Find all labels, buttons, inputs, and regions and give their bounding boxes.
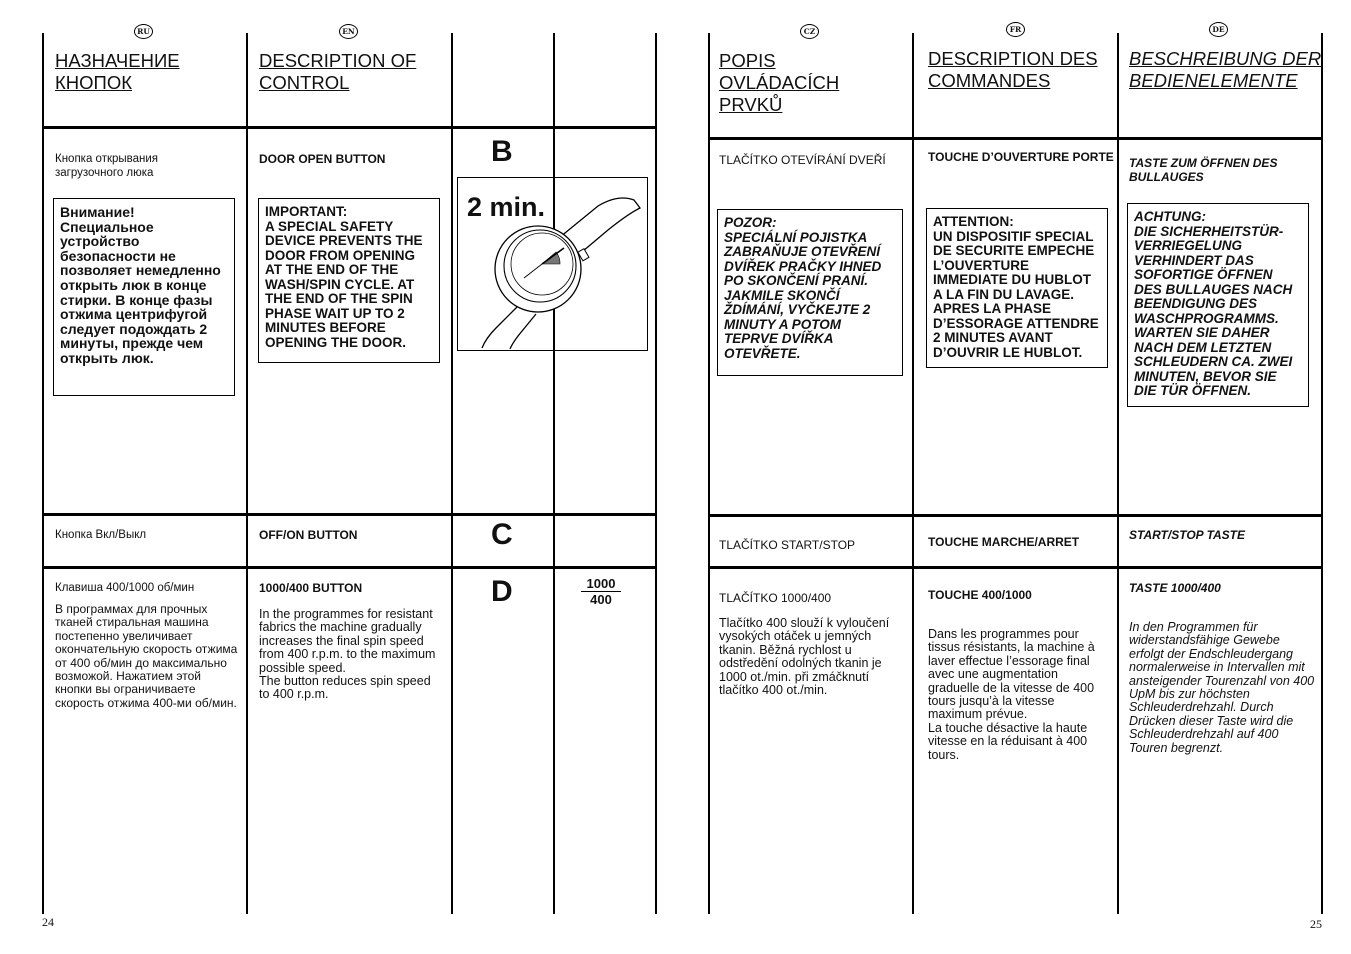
label-d-fr: TOUCHE 400/1000: [928, 588, 1032, 602]
grid-line: [1321, 33, 1323, 914]
grid-line: [708, 33, 710, 914]
text-d-cz: Tlačítko 400 slouží k vyloučení vysokých otáček u jemných tkanin. Běžná rychlost u odstředění odolných tkanin je 1000 ot./min. při zmáčknutí tlačítko 400 ot./min.: [719, 616, 890, 698]
label-c-cz: TLAČÍTKO START/STOP: [719, 538, 856, 552]
page-number-right: 25: [1310, 917, 1322, 931]
row-divider: [42, 126, 655, 129]
label-b-de: TASTE ZUM ÖFFNEN DES BULLAUGES: [1129, 156, 1278, 184]
speed-fraction-top: 1000: [581, 576, 621, 592]
grid-line: [246, 33, 248, 914]
header-fr: DESCRIPTION DES COMMANDES: [928, 48, 1098, 91]
row-divider: [708, 566, 1323, 569]
label-b-en: DOOR OPEN BUTTON: [259, 152, 386, 166]
text-d-fr: Dans les programmes pour tissus résistants, la machine à laver effectue l’essorage final avec une augmentation graduelle de la vitesse de 400 tours jusqu’à la vitesse maximum prévue. La touche désactive la haute vitesse en la réduisant à 400 tours.: [928, 627, 1095, 762]
label-b-ru: Кнопка открывания загрузочного люка: [55, 153, 159, 179]
header-de: BESCHREIBUNG DER BEDIENELEMENTE: [1129, 48, 1322, 91]
speed-fraction: [581, 576, 621, 607]
warning-box-fr: ATTENTION: UN DISPOSITIF SPECIAL DE SECURITE EMPECHE L’OUVERTURE IMMEDIATE DU HUBLOT A LA FIN DU LAVAGE. APRES LA PHASE D’ESSORAGE ATTENDRE 2 MINUTES AVANT D’OUVRIR LE HUBLOT.: [926, 208, 1108, 368]
button-letter-d: D: [491, 575, 513, 608]
label-d-cz: TLAČÍTKO 1000/400: [719, 591, 832, 605]
speed-fraction-bottom: 400: [590, 592, 612, 607]
text-d-en: In the programmes for resistant fabrics the machine gradually increases the final spin speed from 400 r.p.m. to the maximum possible speed. The button reduces spin speed to 400 r.p.m.: [259, 607, 436, 702]
flag-de-icon: DE: [1209, 22, 1228, 37]
label-c-ru: Кнопка Вкл/Выкл: [55, 529, 147, 541]
warning-box-ru: Внимание! Специальное устройство безопасности не позволяет немедленно открыть люк в конце стирки. В конце фазы отжима центрифугой следует подождать 2 минуты, прежде чем открыть люк.: [53, 198, 235, 396]
label-d-en: 1000/400 BUTTON: [259, 581, 363, 595]
flag-fr-icon: FR: [1006, 22, 1025, 37]
header-cz: POPIS OVLÁDACÍCH PRVKŮ: [719, 50, 840, 115]
warning-box-en: IMPORTANT: A SPECIAL SAFETY DEVICE PREVENTS THE DOOR FROM OPENING AT THE END OF THE WASH/SPIN CYCLE. AT THE END OF THE SPIN PHASE WAIT UP TO 2 MINUTES BEFORE OPENING THE DOOR.: [258, 198, 440, 363]
page-number-left: 24: [42, 915, 54, 929]
label-c-en: OFF/ON BUTTON: [259, 528, 358, 542]
flag-en-icon: EN: [339, 24, 358, 39]
label-b-fr: TOUCHE D’OUVERTURE PORTE: [928, 150, 1114, 164]
header-ru: НАЗНАЧЕНИЕ КНОПОК: [55, 50, 180, 93]
text-d-de: In den Programmen für widerstandsfähige Gewebe erfolgt der Endschleudergang normalerweise in Intervallen mit ansteigender Tourenzahl von 400 UpM bis zur höchsten Schleuderdrehzahl. Durch Drücken dieser Taste wird die Schleuderdrehzahl auf 400 Touren begrenzt.: [1129, 620, 1315, 755]
warning-box-cz: POZOR: SPECIÁLNÍ POJISTKA ZABRAŇUJE OTEVŘENÍ DVÍŘEK PRAČKY IHNED PO SKONČENÍ PRANÍ. JAKMILE SKONČÍ ŽDÍMÁNÍ, VYČKEJTE 2 MINUTY A POTOM TEPRVE DVÍŘKA OTEVŘETE.: [717, 209, 903, 376]
row-divider: [42, 566, 655, 569]
header-en: DESCRIPTION OF CONTROL: [259, 50, 417, 93]
row-divider: [42, 513, 655, 516]
grid-line: [451, 33, 453, 914]
row-divider: [708, 137, 1323, 140]
grid-line: [912, 33, 914, 914]
label-d-de: TASTE 1000/400: [1129, 581, 1221, 595]
text-d-ru: В программах для прочных тканей стиральная машина постепенно увеличивает окончательную скорость отжима от 400 об/мин до максимально возможой. Нажатием этой кнопки вы ограничиваете скорость отжима 400-ми об/мин.: [55, 602, 238, 710]
label-d-ru: Клавиша 400/1000 об/мин: [55, 582, 195, 594]
timer-label: 2 min.: [467, 192, 546, 222]
grid-line: [42, 33, 44, 914]
label-c-de: START/STOP TASTE: [1129, 528, 1246, 542]
flag-cz-icon: CZ: [800, 24, 819, 39]
grid-line: [655, 33, 657, 914]
button-letter-c: C: [491, 518, 513, 551]
watch-icon: [458, 178, 646, 349]
timer-illustration: [457, 177, 648, 351]
grid-line: [1117, 33, 1119, 914]
grid-line: [553, 33, 555, 914]
label-c-fr: TOUCHE MARCHE/ARRET: [928, 535, 1080, 549]
button-letter-b: B: [491, 135, 513, 168]
flag-ru-icon: RU: [134, 24, 153, 39]
label-b-cz: TLAČÍTKO OTEVÍRÁNÍ DVEŘÍ: [719, 153, 886, 167]
row-divider: [708, 514, 1323, 517]
warning-box-de: ACHTUNG: DIE SICHERHEITSTÜR-VERRIEGELUNG VERHINDERT DAS SOFORTIGE ÖFFNEN DES BULLAUGES NACH BEENDIGUNG DES WASCHPROGRAMMS. WARTEN SIE DAHER NACH DEM LETZTEN SCHLEUDERN CA. ZWEI MINUTEN, BEVOR SIE DIE TÜR ÖFFNEN.: [1127, 203, 1309, 407]
